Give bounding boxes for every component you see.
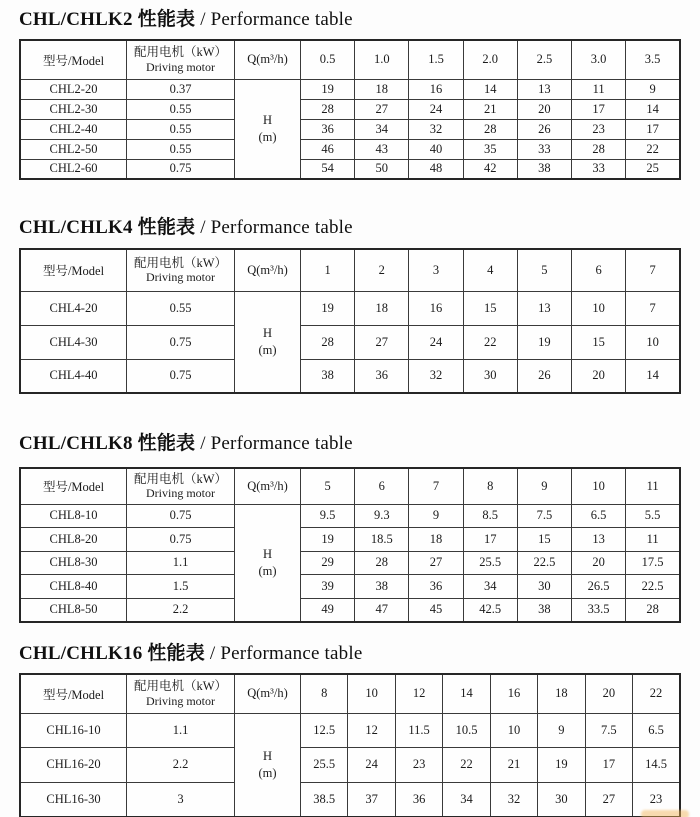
head-value-cell: 27: [585, 782, 632, 817]
head-value-cell: 34: [355, 119, 409, 139]
table-row: [20, 528, 680, 552]
head-value-cell: 18: [409, 528, 463, 552]
head-value-cell: 25.5: [301, 748, 348, 783]
flow-rate-value-cell: 7: [409, 468, 463, 504]
head-value-cell: 27: [355, 325, 409, 359]
motor-header-cn: 配用电机（kW）: [133, 45, 228, 60]
head-value-cell: 28: [355, 551, 409, 575]
head-value-cell: 29: [301, 551, 355, 575]
head-value-cell: 13: [517, 79, 571, 99]
head-value-cell: 19: [301, 291, 355, 325]
head-value-cell: 23: [633, 782, 680, 817]
head-value-cell: 14: [463, 79, 517, 99]
motor-power-cell: 2.2: [127, 748, 235, 783]
head-value-cell: 30: [538, 782, 585, 817]
flow-rate-value-cell: 4: [463, 249, 517, 291]
head-value-cell: 17: [626, 119, 680, 139]
flow-rate-value-cell: 5: [517, 249, 571, 291]
table-row: [20, 79, 680, 99]
head-value-cell: 17: [585, 748, 632, 783]
motor-power-cell: 3: [127, 782, 235, 817]
head-unit-m: (m): [258, 765, 277, 780]
table-row: [20, 504, 680, 528]
head-value-cell: 20: [572, 551, 626, 575]
head-value-cell: 6.5: [633, 713, 680, 748]
head-value-cell: 22.5: [517, 551, 571, 575]
head-unit-cell: [235, 79, 301, 179]
head-value-cell: 36: [395, 782, 442, 817]
motor-header-cell: [127, 40, 235, 79]
head-value-cell: 46: [301, 139, 355, 159]
head-value-cell: 36: [301, 119, 355, 139]
motor-power-cell: 0.75: [127, 159, 235, 179]
head-value-cell: 18: [355, 79, 409, 99]
table-row: [20, 291, 680, 325]
motor-power-cell: 2.2: [127, 598, 235, 622]
motor-power-cell: 0.55: [127, 139, 235, 159]
table-row: [20, 359, 680, 393]
head-value-cell: 36: [355, 359, 409, 393]
motor-power-cell: 0.55: [127, 119, 235, 139]
flow-rate-value-cell: 20: [585, 674, 632, 713]
performance-section-chlk4: [19, 212, 681, 394]
head-value-cell: 33: [517, 139, 571, 159]
head-value-cell: 48: [409, 159, 463, 179]
head-value-cell: 43: [355, 139, 409, 159]
head-value-cell: 27: [355, 99, 409, 119]
head-value-cell: 9: [626, 79, 680, 99]
model-cell: CHL2-60: [20, 159, 127, 179]
table-row: [20, 551, 680, 575]
head-value-cell: 22: [443, 748, 490, 783]
model-cell: CHL2-40: [20, 119, 127, 139]
table-row: [20, 159, 680, 179]
head-value-cell: 32: [490, 782, 537, 817]
motor-power-cell: 0.75: [127, 359, 235, 393]
flow-rate-value-cell: 0.5: [301, 40, 355, 79]
motor-power-cell: 0.55: [127, 291, 235, 325]
head-value-cell: 7: [626, 291, 680, 325]
head-value-cell: 14: [626, 359, 680, 393]
flow-rate-value-cell: 5: [301, 468, 355, 504]
flow-rate-header-cell: Q(m³/h): [235, 468, 301, 504]
title-model-range: CHL/CHLK2 性能表: [19, 9, 196, 30]
title-model-range: CHL/CHLK8 性能表: [19, 433, 196, 454]
motor-power-cell: 0.37: [127, 79, 235, 99]
motor-header-en: Driving motor: [146, 270, 215, 285]
flow-rate-value-cell: 8: [301, 674, 348, 713]
model-header-cell: 型号/Model: [20, 674, 127, 713]
flow-rate-value-cell: 10: [572, 468, 626, 504]
head-value-cell: 11.5: [395, 713, 442, 748]
model-cell: CHL8-20: [20, 528, 127, 552]
head-value-cell: 33: [572, 159, 626, 179]
head-value-cell: 34: [463, 575, 517, 599]
head-unit-cell: [235, 713, 301, 817]
model-cell: CHL8-50: [20, 598, 127, 622]
head-value-cell: 35: [463, 139, 517, 159]
model-header-cell: 型号/Model: [20, 249, 127, 291]
table-row: [20, 575, 680, 599]
head-value-cell: 21: [490, 748, 537, 783]
head-value-cell: 17.5: [626, 551, 680, 575]
flow-rate-value-cell: 1.0: [355, 40, 409, 79]
flow-rate-value-cell: 7: [626, 249, 680, 291]
head-unit-m: (m): [258, 129, 277, 144]
head-value-cell: 17: [463, 528, 517, 552]
flow-rate-value-cell: 1.5: [409, 40, 463, 79]
title-english: / Performance table: [209, 643, 363, 664]
head-value-cell: 10: [572, 291, 626, 325]
head-unit-h: H: [262, 112, 273, 127]
head-value-cell: 10: [490, 713, 537, 748]
head-value-cell: 19: [301, 528, 355, 552]
head-value-cell: 24: [348, 748, 395, 783]
head-value-cell: 20: [572, 359, 626, 393]
flow-rate-value-cell: 14: [443, 674, 490, 713]
model-cell: CHL4-30: [20, 325, 127, 359]
motor-header-cn: 配用电机（kW）: [133, 679, 228, 694]
head-value-cell: 9: [409, 504, 463, 528]
head-value-cell: 28: [572, 139, 626, 159]
flow-rate-value-cell: 1: [301, 249, 355, 291]
motor-power-cell: 0.75: [127, 504, 235, 528]
title-model-range: CHL/CHLK16 性能表: [19, 643, 205, 664]
head-value-cell: 50: [355, 159, 409, 179]
flow-rate-header-cell: Q(m³/h): [235, 249, 301, 291]
model-header-cell: 型号/Model: [20, 468, 127, 504]
flow-rate-value-cell: 18: [538, 674, 585, 713]
motor-power-cell: 0.55: [127, 99, 235, 119]
performance-table: [19, 673, 681, 817]
head-value-cell: 30: [517, 575, 571, 599]
model-cell: CHL2-50: [20, 139, 127, 159]
head-value-cell: 10.5: [443, 713, 490, 748]
watermark-fragment: [641, 810, 689, 817]
section-title: [19, 212, 681, 239]
table-row: [20, 598, 680, 622]
head-value-cell: 34: [443, 782, 490, 817]
head-unit-h: H: [262, 748, 273, 763]
head-value-cell: 33.5: [572, 598, 626, 622]
head-value-cell: 42.5: [463, 598, 517, 622]
performance-table: [19, 39, 681, 180]
flow-rate-value-cell: 2.5: [517, 40, 571, 79]
motor-power-cell: 0.75: [127, 325, 235, 359]
section-title: [19, 4, 681, 31]
head-value-cell: 27: [409, 551, 463, 575]
head-value-cell: 26: [517, 119, 571, 139]
head-value-cell: 18.5: [355, 528, 409, 552]
flow-rate-value-cell: 2.0: [463, 40, 517, 79]
model-cell: CHL8-30: [20, 551, 127, 575]
head-value-cell: 13: [572, 528, 626, 552]
head-value-cell: 17: [572, 99, 626, 119]
header-row: [20, 468, 680, 504]
motor-header-en: Driving motor: [146, 59, 215, 74]
model-cell: CHL16-30: [20, 782, 127, 817]
head-unit-h: H: [262, 546, 273, 561]
head-value-cell: 9: [538, 713, 585, 748]
motor-header-en: Driving motor: [146, 486, 215, 501]
flow-rate-header-cell: Q(m³/h): [235, 674, 301, 713]
flow-rate-value-cell: 6: [355, 468, 409, 504]
header-row: [20, 40, 680, 79]
head-value-cell: 8.5: [463, 504, 517, 528]
head-unit-cell: [235, 291, 301, 393]
flow-rate-value-cell: 9: [517, 468, 571, 504]
head-value-cell: 15: [517, 528, 571, 552]
head-value-cell: 6.5: [572, 504, 626, 528]
flow-rate-value-cell: 8: [463, 468, 517, 504]
model-cell: CHL8-10: [20, 504, 127, 528]
head-value-cell: 37: [348, 782, 395, 817]
head-value-cell: 22: [626, 139, 680, 159]
head-value-cell: 26: [517, 359, 571, 393]
head-value-cell: 19: [301, 79, 355, 99]
head-value-cell: 25: [626, 159, 680, 179]
flow-rate-value-cell: 11: [626, 468, 680, 504]
head-value-cell: 15: [463, 291, 517, 325]
head-value-cell: 47: [355, 598, 409, 622]
head-value-cell: 13: [517, 291, 571, 325]
head-value-cell: 15: [572, 325, 626, 359]
head-value-cell: 11: [626, 528, 680, 552]
head-value-cell: 20: [517, 99, 571, 119]
head-value-cell: 38: [301, 359, 355, 393]
motor-header-cn: 配用电机（kW）: [133, 471, 228, 486]
head-value-cell: 54: [301, 159, 355, 179]
head-value-cell: 28: [301, 99, 355, 119]
head-value-cell: 12: [348, 713, 395, 748]
flow-rate-value-cell: 2: [355, 249, 409, 291]
head-value-cell: 18: [355, 291, 409, 325]
performance-table: [19, 467, 681, 623]
model-header-cell: 型号/Model: [20, 40, 127, 79]
head-value-cell: 19: [517, 325, 571, 359]
head-value-cell: 28: [626, 598, 680, 622]
header-row: [20, 249, 680, 291]
flow-rate-header-cell: Q(m³/h): [235, 40, 301, 79]
model-cell: CHL4-20: [20, 291, 127, 325]
model-cell: CHL16-10: [20, 713, 127, 748]
head-value-cell: 39: [301, 575, 355, 599]
motor-header-en: Driving motor: [146, 693, 215, 708]
motor-header-cell: [127, 249, 235, 291]
motor-header-cell: [127, 674, 235, 713]
head-value-cell: 28: [301, 325, 355, 359]
motor-power-cell: 0.75: [127, 528, 235, 552]
table-row: [20, 119, 680, 139]
title-model-range: CHL/CHLK4 性能表: [19, 217, 196, 238]
table-row: [20, 139, 680, 159]
head-value-cell: 16: [409, 79, 463, 99]
table-row: [20, 782, 680, 817]
head-value-cell: 24: [409, 99, 463, 119]
motor-power-cell: 1.5: [127, 575, 235, 599]
model-cell: CHL4-40: [20, 359, 127, 393]
head-value-cell: 9.5: [301, 504, 355, 528]
head-unit-m: (m): [258, 342, 277, 357]
head-unit-h: H: [262, 325, 273, 340]
table-row: [20, 748, 680, 783]
head-value-cell: 45: [409, 598, 463, 622]
table-row: [20, 325, 680, 359]
flow-rate-value-cell: 22: [633, 674, 680, 713]
head-value-cell: 23: [395, 748, 442, 783]
motor-header-cell: [127, 468, 235, 504]
head-value-cell: 7.5: [517, 504, 571, 528]
head-value-cell: 28: [463, 119, 517, 139]
flow-rate-value-cell: 3: [409, 249, 463, 291]
head-value-cell: 38: [517, 159, 571, 179]
head-value-cell: 38: [517, 598, 571, 622]
head-value-cell: 7.5: [585, 713, 632, 748]
head-value-cell: 26.5: [572, 575, 626, 599]
flow-rate-value-cell: 16: [490, 674, 537, 713]
table-row: [20, 99, 680, 119]
section-title: [19, 638, 681, 665]
performance-section-chlk16: [19, 638, 681, 817]
flow-rate-value-cell: 6: [572, 249, 626, 291]
head-value-cell: 21: [463, 99, 517, 119]
flow-rate-value-cell: 10: [348, 674, 395, 713]
head-value-cell: 36: [409, 575, 463, 599]
head-value-cell: 16: [409, 291, 463, 325]
head-value-cell: 22.5: [626, 575, 680, 599]
head-value-cell: 12.5: [301, 713, 348, 748]
performance-section-chlk2: [19, 4, 681, 180]
head-value-cell: 11: [572, 79, 626, 99]
head-value-cell: 9.3: [355, 504, 409, 528]
table-row: [20, 713, 680, 748]
head-value-cell: 24: [409, 325, 463, 359]
head-unit-cell: [235, 504, 301, 622]
head-value-cell: 25.5: [463, 551, 517, 575]
performance-table: [19, 248, 681, 394]
head-value-cell: 40: [409, 139, 463, 159]
motor-power-cell: 1.1: [127, 551, 235, 575]
section-title: [19, 428, 681, 455]
head-value-cell: 38: [355, 575, 409, 599]
head-value-cell: 38.5: [301, 782, 348, 817]
model-cell: CHL2-30: [20, 99, 127, 119]
head-value-cell: 30: [463, 359, 517, 393]
motor-power-cell: 1.1: [127, 713, 235, 748]
head-value-cell: 42: [463, 159, 517, 179]
flow-rate-value-cell: 3.0: [572, 40, 626, 79]
title-english: / Performance table: [200, 433, 353, 454]
head-value-cell: 5.5: [626, 504, 680, 528]
head-value-cell: 49: [301, 598, 355, 622]
head-value-cell: 14.5: [633, 748, 680, 783]
flow-rate-value-cell: 12: [395, 674, 442, 713]
head-unit-m: (m): [258, 563, 277, 578]
model-cell: CHL8-40: [20, 575, 127, 599]
head-value-cell: 32: [409, 119, 463, 139]
model-cell: CHL16-20: [20, 748, 127, 783]
head-value-cell: 32: [409, 359, 463, 393]
title-english: / Performance table: [200, 217, 353, 238]
flow-rate-value-cell: 3.5: [626, 40, 680, 79]
head-value-cell: 19: [538, 748, 585, 783]
head-value-cell: 22: [463, 325, 517, 359]
header-row: [20, 674, 680, 713]
head-value-cell: 14: [626, 99, 680, 119]
title-english: / Performance table: [200, 9, 353, 30]
motor-header-cn: 配用电机（kW）: [133, 255, 228, 270]
model-cell: CHL2-20: [20, 79, 127, 99]
head-value-cell: 10: [626, 325, 680, 359]
head-value-cell: 23: [572, 119, 626, 139]
performance-section-chlk8: [19, 428, 681, 623]
